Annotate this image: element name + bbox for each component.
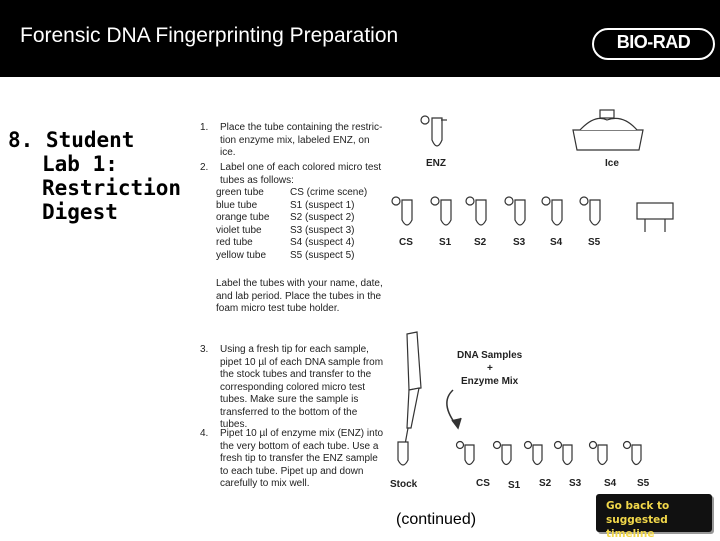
tube-label-s2: S2: [474, 237, 487, 248]
tube-label-s1: S1: [439, 237, 452, 248]
step-1-line: Place the tube containing the restric-: [220, 122, 383, 133]
heading-line-4: Digest: [42, 200, 118, 224]
bottom-tube-row: [457, 442, 642, 465]
step-4-line: to each tube. Pipet up and down: [220, 465, 364, 477]
step-3-line: corresponding colored micro test: [220, 381, 366, 393]
tube-color: red tube: [216, 237, 253, 248]
page-title: Forensic DNA Fingerprinting Preparation: [20, 24, 399, 47]
continued-label: (continued): [396, 511, 477, 528]
enzyme-mix-label: Enzyme Mix: [461, 376, 519, 387]
section-heading: [8, 128, 181, 224]
tube-label-s3: S3: [513, 237, 526, 248]
tube-label-cs: CS: [399, 237, 413, 248]
bottom-label-s2: S2: [539, 478, 552, 489]
tube-color: green tube: [216, 187, 264, 198]
stock-label: Stock: [390, 479, 418, 490]
top-tube-row: [392, 197, 600, 225]
tube-label: CS (crime scene): [290, 187, 368, 198]
bottom-label-s1: S1: [508, 480, 521, 491]
go-back-button[interactable]: [596, 494, 712, 540]
tube-color: violet tube: [216, 224, 262, 236]
tube-label-s4: S4: [550, 237, 563, 248]
tube-label-s5: S5: [588, 237, 601, 248]
instruction-line: and lab period. Place the tubes in the: [216, 290, 382, 302]
heading-line-2: Lab 1:: [42, 152, 118, 176]
tube-label: S3 (suspect 3): [290, 224, 355, 236]
instruction-line: foam micro test tube holder.: [216, 303, 340, 314]
bottom-label-cs: CS: [476, 478, 490, 489]
ice-label: Ice: [605, 158, 619, 169]
bottom-label-s3: S3: [569, 478, 582, 489]
tube-label: S5 (suspect 5): [290, 249, 355, 261]
protocol-figure: [195, 98, 715, 498]
illustrations: [195, 98, 715, 498]
step-2-line: tubes as follows:: [220, 174, 294, 186]
step-4-number: 4.: [200, 428, 209, 439]
plus-label: +: [487, 363, 493, 374]
curved-arrow-icon: [447, 390, 461, 428]
step-2-line: Label one of each colored micro test: [220, 162, 382, 173]
step-3-line: pipet 10 µl of each DNA sample from: [220, 356, 384, 368]
step-3-line: Using a fresh tip for each sample,: [220, 344, 369, 355]
tube-color: orange tube: [216, 212, 270, 223]
dna-samples-label: DNA Samples: [457, 350, 523, 361]
step-3-line: the stock tubes and transfer to the: [220, 369, 372, 380]
pipette-icon: [398, 332, 421, 465]
step-3-line: tubes. Make sure the sample is: [220, 394, 359, 405]
tube-label: S4 (suspect 4): [290, 237, 355, 248]
tube-label: S2 (suspect 2): [290, 212, 355, 223]
heading-line-1: 8. Student: [8, 128, 135, 152]
instruction-line: Label the tubes with your name, date,: [216, 278, 383, 289]
step-1-number: 1.: [200, 122, 209, 133]
go-back-line-1: Go back to: [606, 500, 670, 512]
tube-color: blue tube: [216, 199, 258, 211]
enz-tube-icon: [421, 116, 447, 146]
bottom-label-s5: S5: [637, 478, 650, 489]
step-2-number: 2.: [200, 162, 209, 173]
go-back-line-2: suggested timeline: [606, 514, 668, 540]
logo-text: BIO-RAD: [616, 32, 691, 52]
step-3-line: transferred to the bottom of the tubes.: [220, 406, 358, 430]
tube-holder-icon: [637, 203, 673, 232]
heading-line-3: Restriction: [42, 176, 182, 200]
tube-label: S1 (suspect 1): [290, 199, 355, 211]
bio-rad-logo: [592, 28, 715, 60]
step-4-line: fresh tip to transfer the ENZ sample: [220, 453, 378, 464]
tube-color: yellow tube: [216, 249, 267, 261]
enz-label: ENZ: [426, 158, 446, 169]
step-3-number: 3.: [200, 344, 209, 355]
step-4-line: the very bottom of each tube. Use a: [220, 440, 379, 452]
header-bar: [0, 0, 720, 77]
ice-bucket-icon: [573, 110, 643, 150]
step-4-line: carefully to mix well.: [220, 478, 310, 489]
step-1-line: tion enzyme mix, labeled ENZ, on ice.: [220, 134, 370, 158]
step-4-line: Pipet 10 µl of enzyme mix (ENZ) into: [220, 428, 384, 439]
bottom-label-s4: S4: [604, 478, 617, 489]
